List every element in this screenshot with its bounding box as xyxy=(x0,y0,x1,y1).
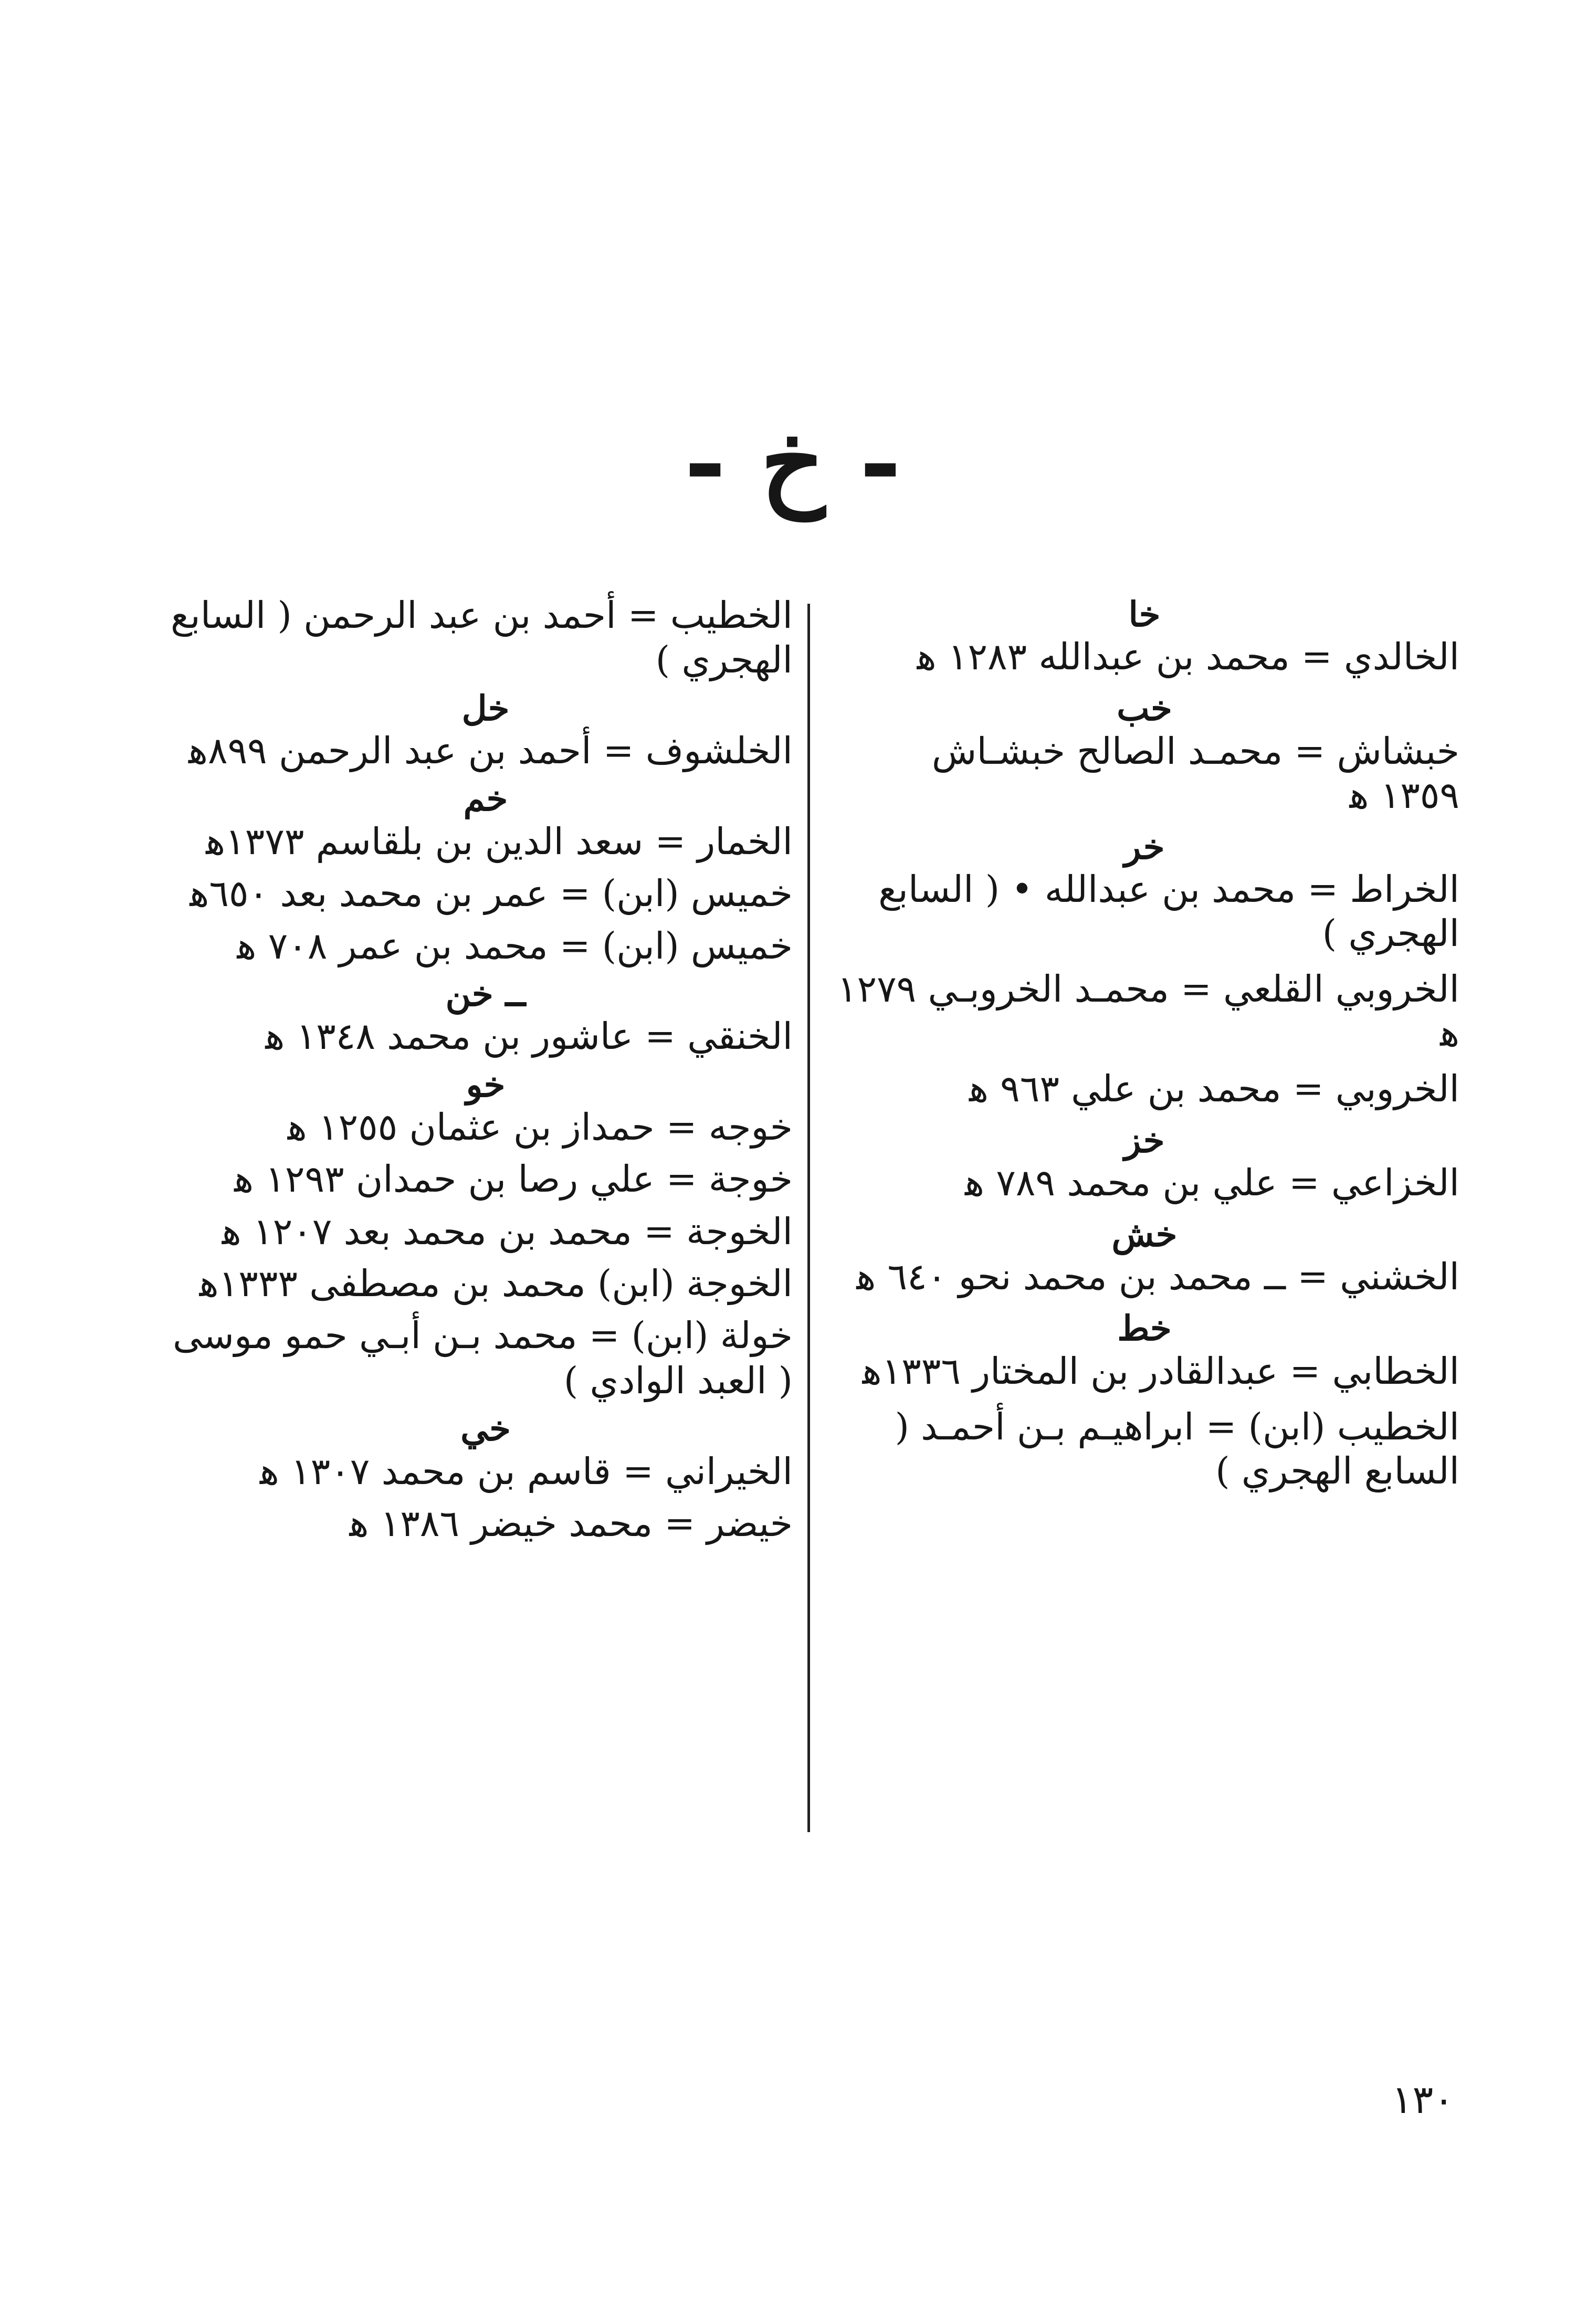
entry-row: خيضر = محمد خيضر ١٣٨٦ ﻫ xyxy=(349,1501,793,1545)
entry-row: الخراط = محمد بن عبدالله • ( السابع الهجري ) xyxy=(878,867,1459,955)
group-heading: خم xyxy=(463,778,508,819)
right-column xyxy=(829,593,1459,1505)
group-heading: خو xyxy=(466,1064,506,1105)
group-heading: خر xyxy=(1124,826,1165,867)
column-divider xyxy=(807,604,810,1832)
group-heading: خي xyxy=(460,1408,511,1449)
entry-row: الخطيب = أحمد بن عبد الرحمن ( السابع الهجري ) xyxy=(170,594,793,682)
group-heading: خا xyxy=(1128,594,1161,635)
page-number: ١٣٠ xyxy=(1391,2077,1454,2122)
entry-row: الخروبي = محمد بن علي ٩٦٣ ﻫ xyxy=(969,1067,1459,1110)
entry-row: الخروبي القلعي = محمـد الخروبـي ١٢٧٩ ﻫ xyxy=(837,967,1459,1055)
entry-row: الخنقي = عاشور بن محمد ١٣٤٨ ﻫ xyxy=(265,1015,793,1058)
entry-row: الخطابي = عبدالقادر بن المختار ١٣٣٦ﻫ xyxy=(862,1349,1459,1393)
group-heading: خط xyxy=(1117,1308,1172,1349)
entry-row: الخالدي = محمد بن عبدالله ١٢٨٣ ﻫ xyxy=(917,635,1459,679)
entry-row: خوجه = حمداز بن عثمان ١٢٥٥ ﻫ xyxy=(287,1105,793,1149)
entry-row: الخزاعي = علي بن محمد ٧٨٩ ﻫ xyxy=(965,1161,1459,1205)
entry-row: الخشني = ــ محمد بن محمد نحو ٦٤٠ ﻫ xyxy=(856,1255,1459,1299)
entry-row: خوجة = علي رصا بن حمدان ١٢٩٣ ﻫ xyxy=(234,1158,793,1201)
group-heading: ــ خن xyxy=(445,973,526,1014)
entry-row: الخوجة (ابن) محمد بن مصطفى ١٣٣٣ﻫ xyxy=(199,1262,793,1306)
entry-row: الخيراني = قاسم بن محمد ١٣٠٧ ﻫ xyxy=(259,1449,793,1493)
letter-heading: - خ - xyxy=(684,403,901,520)
entry-row: خولة (ابن) = محمد بـن أبـي حمو موسى ( العبد الوادي ) xyxy=(172,1314,793,1402)
entry-row: الخلشوف = أحمد بن عبد الرحمن ٨٩٩ﻫ xyxy=(188,729,793,773)
entry-row: الخطيب (ابن) = ابراهيـم بـن أحمـد ( السابع الهجري ) xyxy=(895,1405,1459,1492)
entry-row: الخمار = سعد الدين بن بلقاسم ١٣٧٣ﻫ xyxy=(206,819,793,863)
group-heading: خل xyxy=(461,687,510,729)
entry-row: الخوجة = محمد بن محمد بعد ١٢٠٧ ﻫ xyxy=(222,1210,793,1253)
group-heading: خش xyxy=(1111,1214,1178,1255)
left-column xyxy=(157,593,793,1553)
group-heading: خب xyxy=(1117,688,1172,729)
entry-row: خبشاش = محمـد الصالح خبشـاش ١٣٥٩ ﻫ xyxy=(931,729,1459,817)
group-heading: خز xyxy=(1124,1119,1165,1161)
entry-row: خميس (ابن) = محمد بن عمر ٧٠٨ ﻫ xyxy=(237,924,793,968)
entry-row: خميس (ابن) = عمر بن محمد بعد ٦٥٠ﻫ xyxy=(190,872,793,916)
